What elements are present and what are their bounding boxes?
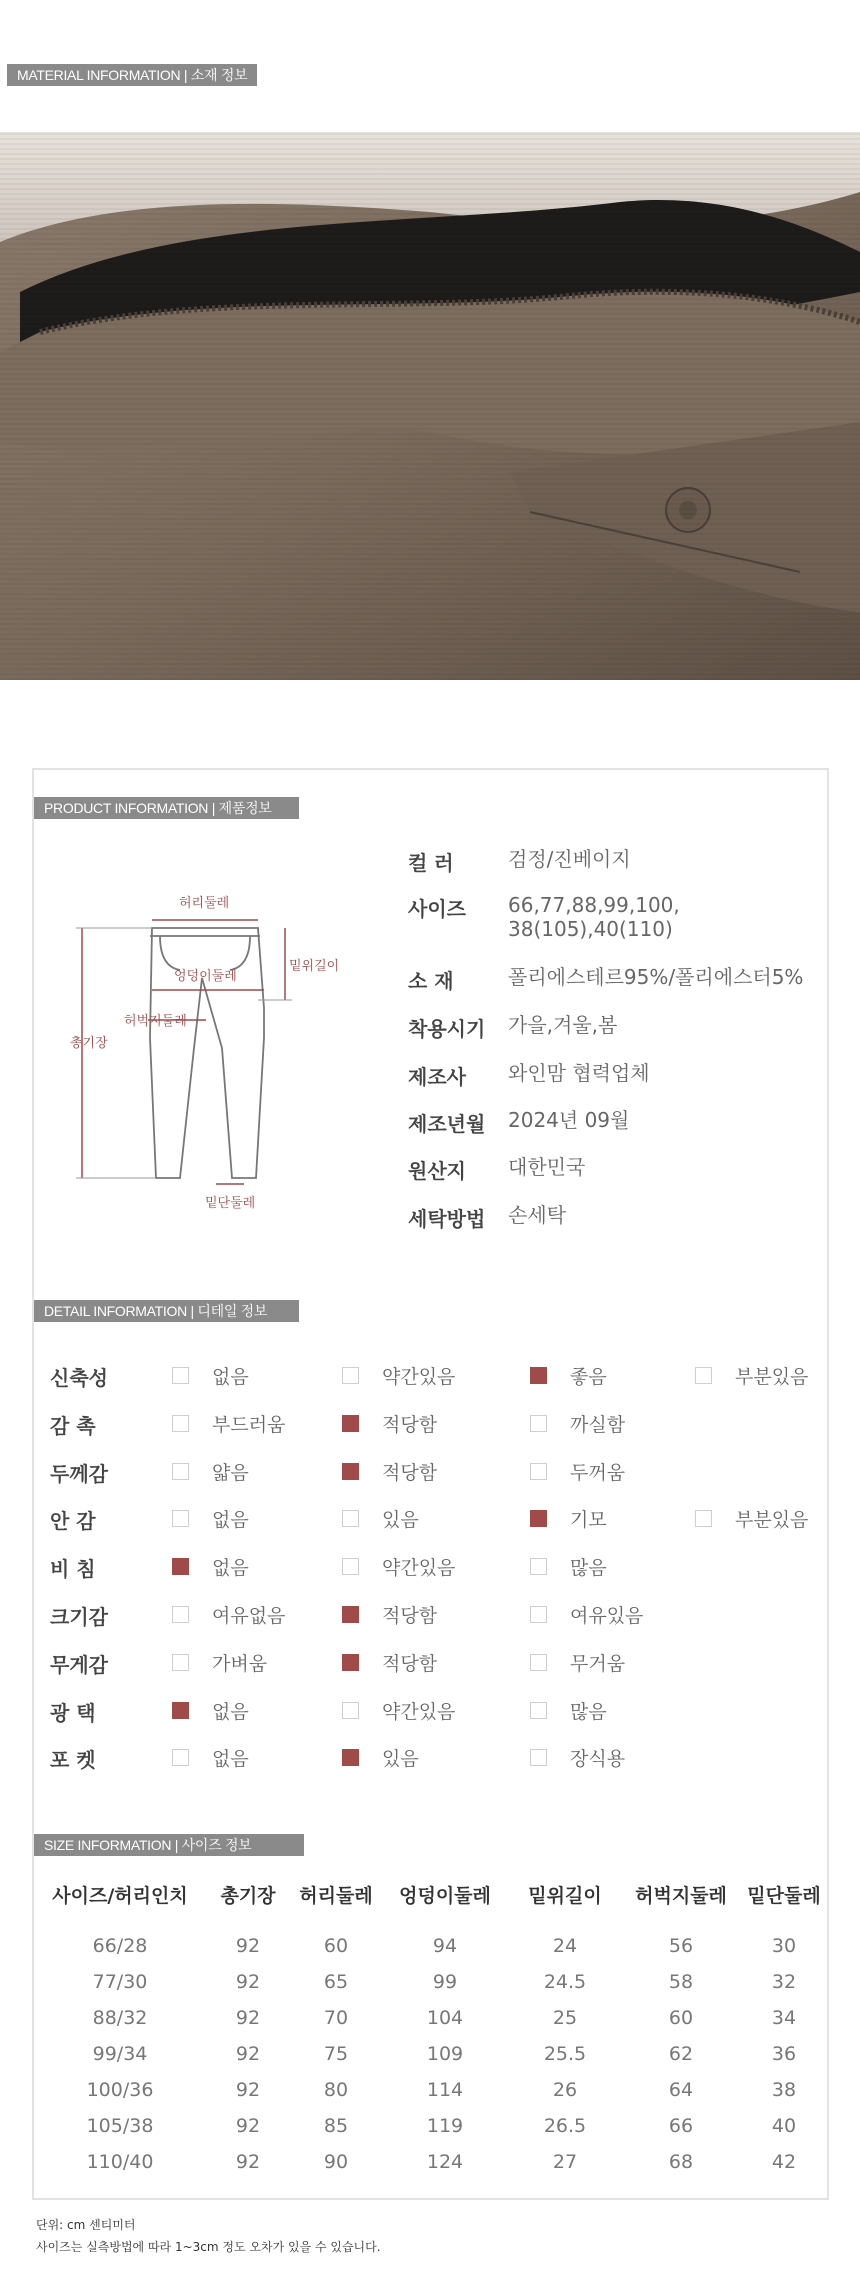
product-info-key: 사이즈: [408, 897, 466, 921]
detail-option-text: 있음: [382, 1509, 419, 1532]
product-info-value: 2024년 09월: [508, 1108, 630, 1132]
unchecked-box-icon: [695, 1510, 712, 1527]
unchecked-box-icon: [172, 1463, 189, 1480]
detail-row-label: 광 택: [50, 1700, 96, 1725]
size-table-cell: 68: [668, 2151, 694, 2173]
detail-option-text: 장식용: [570, 1748, 626, 1771]
product-info-key: 소 재: [408, 969, 454, 993]
label-hem: 밑단둘레: [205, 1196, 256, 1211]
size-table-cell: 105/38: [86, 2115, 154, 2137]
detail-option-text: 두꺼움: [570, 1461, 626, 1484]
detail-option-text: 약간있음: [382, 1557, 456, 1580]
unchecked-box-icon: [530, 1654, 547, 1671]
size-table-cell: 90: [323, 2151, 349, 2173]
size-table-cell: 60: [668, 2007, 694, 2029]
product-info-value: 손세탁: [508, 1203, 566, 1227]
detail-option-text: 얇음: [212, 1461, 249, 1484]
size-table-cell: 65: [323, 1971, 349, 1993]
size-table-cell: 30: [771, 1935, 797, 1957]
detail-option-text: 적당함: [382, 1605, 438, 1627]
detail-option-text: 있음: [382, 1748, 419, 1771]
size-table-cell: 109: [426, 2043, 464, 2065]
size-table-cell: 66/28: [92, 1935, 148, 1957]
unchecked-box-icon: [530, 1702, 547, 1719]
unchecked-box-icon: [530, 1606, 547, 1623]
pants-measurement-diagram: [60, 888, 320, 1228]
unchecked-box-icon: [342, 1367, 359, 1384]
detail-option-text: 기모: [570, 1509, 607, 1532]
detail-row-label: 비 침: [50, 1557, 96, 1582]
size-table-header-cell: 총기장: [220, 1884, 276, 1907]
size-table-row: [36, 2144, 826, 2180]
detail-row-label: 신축성: [50, 1366, 108, 1390]
label-thigh: 허벅지둘레: [124, 1014, 187, 1029]
product-info-value: 가을,겨울,봄: [508, 1013, 618, 1037]
detail-option-text: 약간있음: [382, 1700, 456, 1723]
product-info-key: 세탁방법: [408, 1207, 486, 1231]
detail-row: [50, 1697, 820, 1727]
size-table-cell: 24.5: [543, 1971, 587, 1993]
checked-box-icon: [342, 1415, 359, 1432]
unchecked-box-icon: [342, 1558, 359, 1575]
unchecked-box-icon: [530, 1463, 547, 1480]
size-table-cell: 99: [432, 1971, 458, 1993]
unchecked-box-icon: [342, 1702, 359, 1719]
unchecked-box-icon: [172, 1415, 189, 1432]
size-table-cell: 94: [432, 1935, 458, 1957]
size-table-cell: 104: [426, 2007, 464, 2029]
product-info-value: 폴리에스테르95%/폴리에스터5%: [508, 965, 804, 989]
unchecked-box-icon: [172, 1367, 189, 1384]
detail-row: [50, 1649, 820, 1679]
size-table-header-cell: 허리둘레: [299, 1884, 373, 1907]
detail-row: [50, 1553, 820, 1583]
size-table-cell: 26.5: [543, 2115, 587, 2137]
product-info-value: 와인맘 협력업체: [508, 1061, 650, 1085]
unchecked-box-icon: [172, 1510, 189, 1527]
product-info-key: 착용시기: [408, 1017, 486, 1041]
label-length: 총기장: [70, 1036, 108, 1051]
size-table-cell: 119: [426, 2115, 464, 2137]
size-table-cell: 92: [235, 2007, 261, 2029]
detail-row-label: 무게감: [50, 1652, 108, 1677]
size-table-cell: 25: [552, 2007, 578, 2029]
size-table-spacer: [36, 1914, 826, 1928]
size-table-cell: 26: [552, 2079, 578, 2101]
detail-row-label: 감 촉: [50, 1413, 96, 1438]
size-table-row: [36, 2036, 826, 2072]
detail-option-text: 많음: [570, 1700, 607, 1723]
detail-row: [50, 1410, 820, 1440]
detail-row-label: 안 감: [50, 1509, 96, 1534]
detail-option-text: 가벼움: [212, 1652, 268, 1675]
size-table-cell: 92: [235, 1971, 261, 1993]
size-table-cell: 70: [323, 2007, 349, 2029]
checked-box-icon: [172, 1702, 189, 1719]
detail-option-text: 약간있음: [382, 1366, 456, 1388]
size-table-cell: 34: [771, 2007, 797, 2029]
size-table-header-cell: 엉덩이둘레: [399, 1884, 491, 1907]
product-info-tag: PRODUCT INFORMATION | 제품정보: [34, 797, 299, 819]
detail-option-text: 없음: [212, 1366, 249, 1388]
size-table-cell: 99/34: [92, 2043, 148, 2065]
material-info-tag: MATERIAL INFORMATION | 소재 정보: [7, 64, 257, 86]
size-table-cell: 75: [323, 2043, 349, 2065]
size-table-spacer-cell: [36, 1914, 826, 1928]
product-info-value: 검정/진베이지: [508, 847, 631, 871]
size-table-cell: 100/36: [86, 2079, 154, 2101]
size-table-cell: 92: [235, 2151, 261, 2173]
detail-option-text: 부분있음: [735, 1509, 809, 1532]
size-table-header-cell: 밑단둘레: [747, 1884, 821, 1907]
size-table-cell: 56: [668, 1935, 694, 1957]
detail-row-label: 두께감: [50, 1461, 108, 1486]
detail-row: [50, 1505, 820, 1535]
detail-option-text: 부분있음: [735, 1366, 809, 1388]
size-table-row: [36, 2000, 826, 2036]
size-table-cell: 114: [426, 2079, 464, 2101]
size-tolerance-note: 사이즈는 실측방법에 따라 1~3cm 정도 오차가 있을 수 있습니다.: [36, 2240, 381, 2254]
checked-box-icon: [342, 1654, 359, 1671]
detail-option-text: 무거움: [570, 1652, 626, 1675]
size-table-cell: 80: [323, 2079, 349, 2101]
size-table-header-cell: 사이즈/허리인치: [52, 1884, 188, 1907]
size-table-cell: 110/40: [86, 2151, 154, 2173]
unchecked-box-icon: [342, 1510, 359, 1527]
size-table-cell: 58: [668, 1971, 694, 1993]
unchecked-box-icon: [530, 1749, 547, 1766]
detail-option-text: 부드러움: [212, 1413, 286, 1436]
size-table-cell: 42: [771, 2151, 797, 2173]
unchecked-box-icon: [172, 1606, 189, 1623]
size-table-cell: 124: [426, 2151, 464, 2173]
size-table-cell: 92: [235, 2115, 261, 2137]
fabric-detail-photo: [0, 132, 860, 680]
size-table-cell: 24: [552, 1935, 578, 1957]
label-rise: 밑위길이: [289, 959, 340, 974]
detail-row: [50, 1744, 820, 1774]
size-table-cell: 66: [668, 2115, 694, 2137]
size-table-cell: 88/32: [92, 2007, 148, 2029]
size-table-cell: 92: [235, 2079, 261, 2101]
product-info-key: 컬 러: [408, 851, 454, 875]
fabric-photo-image: [0, 132, 860, 680]
detail-row: [50, 1458, 820, 1488]
product-info-key: 제조년월: [408, 1112, 486, 1136]
size-table-cell: 62: [668, 2043, 694, 2065]
label-waist: 허리둘레: [179, 896, 230, 911]
checked-box-icon: [530, 1510, 547, 1527]
size-table-cell: 32: [771, 1971, 797, 1993]
detail-option-text: 여유없음: [212, 1605, 286, 1627]
detail-row-label: 크기감: [50, 1605, 108, 1629]
detail-option-text: 없음: [212, 1748, 249, 1771]
size-table-cell: 36: [771, 2043, 797, 2065]
size-table-cell: 77/30: [92, 1971, 148, 1993]
detail-option-text: 여유있음: [570, 1605, 644, 1627]
size-info-tag: SIZE INFORMATION | 사이즈 정보: [34, 1834, 304, 1856]
detail-option-text: 좋음: [570, 1366, 607, 1388]
size-table-header-cell: 허벅지둘레: [635, 1884, 727, 1907]
size-table-row: [36, 2072, 826, 2108]
size-table-row: [36, 1928, 826, 1964]
unchecked-box-icon: [695, 1367, 712, 1384]
product-info-key: 제조사: [408, 1065, 466, 1089]
product-info-key: 원산지: [408, 1159, 466, 1183]
unchecked-box-icon: [530, 1558, 547, 1575]
size-table-cell: 64: [668, 2079, 694, 2101]
detail-info-tag: DETAIL INFORMATION | 디테일 정보: [34, 1300, 299, 1322]
detail-option-text: 없음: [212, 1557, 249, 1580]
size-table-cell: 92: [235, 2043, 261, 2065]
size-table-header: [36, 1874, 826, 1914]
checked-box-icon: [172, 1558, 189, 1575]
unchecked-box-icon: [172, 1654, 189, 1671]
size-table: [36, 1874, 826, 2180]
size-table-cell: 38: [771, 2079, 797, 2101]
unit-note: 단위: cm 센티미터: [36, 2218, 136, 2232]
product-info-value: 대한민국: [508, 1155, 586, 1179]
detail-option-text: 없음: [212, 1509, 249, 1532]
checked-box-icon: [342, 1463, 359, 1480]
size-table-cell: 60: [323, 1935, 349, 1957]
unchecked-box-icon: [530, 1415, 547, 1432]
detail-option-text: 많음: [570, 1557, 607, 1580]
product-info-value: 66,77,88,99,100, 38(105),40(110): [508, 893, 680, 941]
detail-option-text: 적당함: [382, 1652, 438, 1675]
size-table-cell: 40: [771, 2115, 797, 2137]
checked-box-icon: [530, 1367, 547, 1384]
detail-row: [50, 1362, 820, 1392]
detail-option-text: 없음: [212, 1700, 249, 1723]
detail-row: [50, 1601, 820, 1631]
label-hip: 엉덩이둘레: [174, 969, 237, 984]
size-table-cell: 25.5: [543, 2043, 587, 2065]
size-table-cell: 85: [323, 2115, 349, 2137]
size-table-row: [36, 2108, 826, 2144]
size-table-header-cell: 밑위길이: [528, 1884, 602, 1907]
detail-option-text: 까실함: [570, 1413, 626, 1436]
size-table-cell: 92: [235, 1935, 261, 1957]
checked-box-icon: [342, 1749, 359, 1766]
detail-option-text: 적당함: [382, 1413, 438, 1436]
detail-row-label: 포 켓: [50, 1748, 96, 1773]
size-table-row: [36, 1964, 826, 2000]
size-table-cell: 27: [552, 2151, 578, 2173]
checked-box-icon: [342, 1606, 359, 1623]
unchecked-box-icon: [172, 1749, 189, 1766]
size-table-body: [36, 1914, 826, 2180]
detail-option-text: 적당함: [382, 1461, 438, 1484]
